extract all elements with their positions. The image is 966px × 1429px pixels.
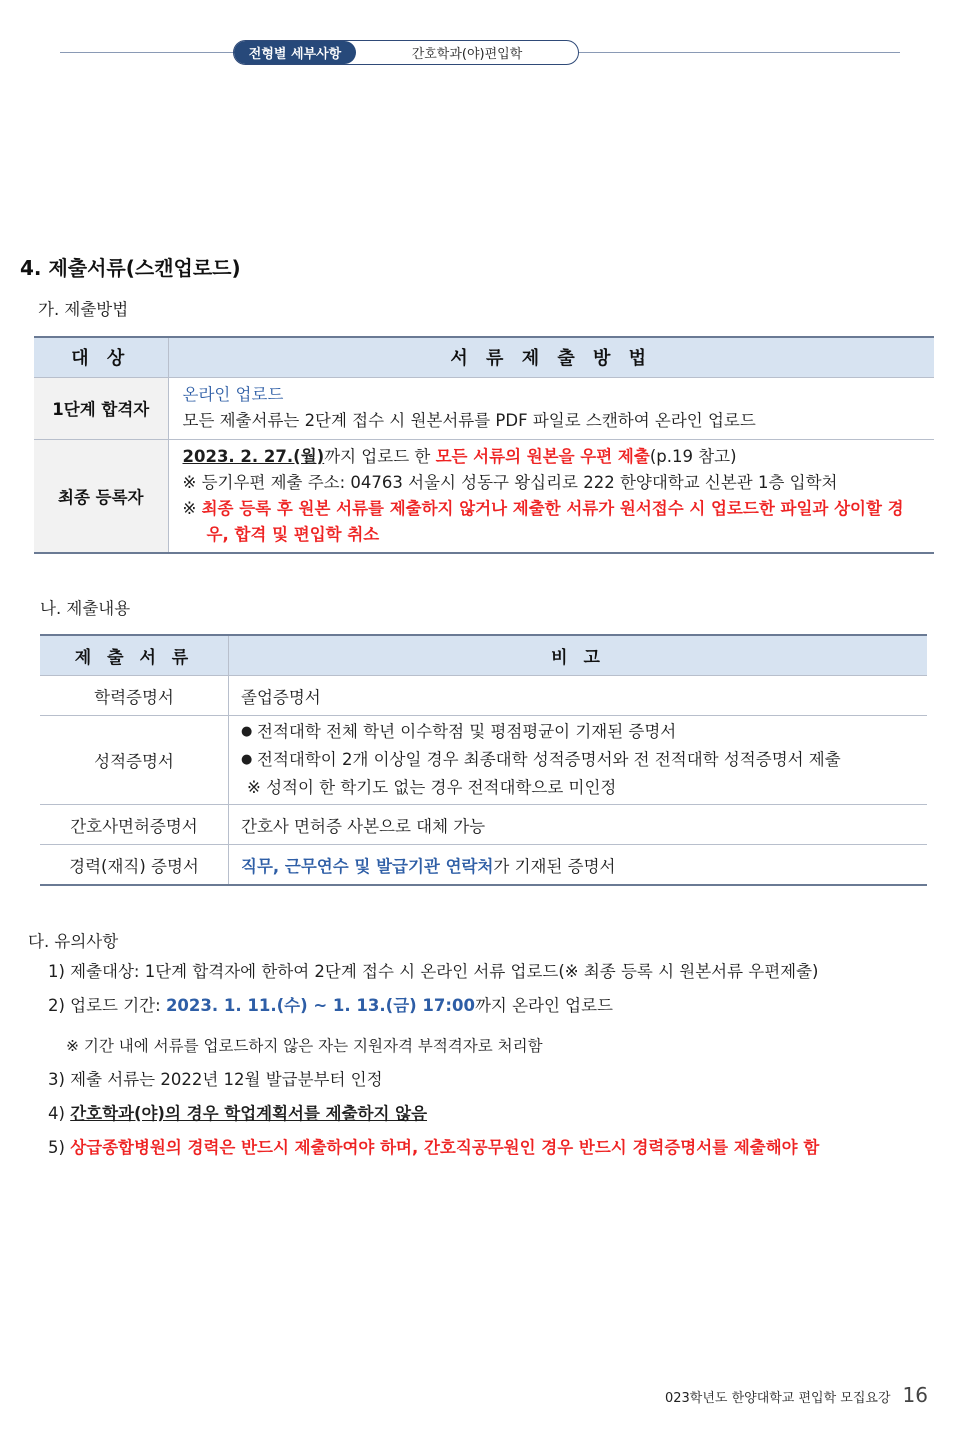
row-label: 최종 등록자 [34, 439, 168, 553]
deadline-date: 2023. 2. 27.(월) [182, 446, 325, 466]
table-row [40, 805, 927, 845]
doc-name: 경력(재직) 증명서 [40, 845, 229, 886]
list-item: 4) 간호학과(야)의 경우 학업계획서를 제출하지 않음 [48, 1104, 428, 1123]
doc-note: 졸업증명서 [229, 676, 928, 716]
online-upload-desc: 모든 제출서류는 2단계 접수 시 원본서류를 PDF 파일로 스캔하여 온라인 업로드 [182, 411, 756, 430]
table-row [40, 716, 927, 805]
table-row [34, 377, 934, 439]
page-number: 16 [902, 1383, 928, 1407]
content-table [40, 634, 927, 886]
doc-name: 성적증명서 [40, 716, 229, 805]
list-item: ● 전적대학 전체 학년 이수학점 및 평점평균이 기재된 증명서 [241, 718, 915, 746]
table-row [34, 439, 934, 553]
header-pill [233, 40, 579, 65]
method-table-header [34, 337, 934, 377]
content-title: 나. 제출내용 [40, 599, 131, 618]
col-doc: 제 출 서 류 [40, 635, 229, 676]
upload-period-note: ※ 기간 내에 서류를 업로드하지 않은 자는 지원자격 부적격자로 처리함 [66, 1037, 543, 1055]
row-body [168, 439, 934, 553]
list-item: ● 전적대학이 2개 이상일 경우 최종대학 성적증명서와 전 전적대학 성적증명서 제출 [241, 746, 915, 774]
header-rule-left [60, 52, 240, 53]
mail-address: ※ 등기우편 제출 주소: 04763 서울시 성동구 왕십리로 222 한양대학교 신본관 1층 입학처 [182, 472, 838, 492]
doc-note [229, 716, 928, 805]
row-label: 1단계 합격자 [34, 377, 168, 439]
page-footer [665, 1383, 928, 1407]
upload-period: 2023. 1. 11.(수) ~ 1. 13.(금) 17:00 [165, 996, 475, 1015]
doc-note: 간호사 면허증 사본으로 대체 가능 [229, 805, 928, 845]
method-title: 가. 제출방법 [38, 300, 129, 319]
col-method: 서 류 제 출 방 법 [168, 337, 934, 377]
bullet-icon: ● [241, 724, 253, 739]
col-target: 대 상 [34, 337, 168, 377]
original-docs-notice: 모든 서류의 원본을 우편 제출 [435, 446, 650, 466]
content-table-header [40, 635, 927, 676]
section-heading: 4. 제출서류(스캔업로드) [20, 256, 241, 280]
row-body [168, 377, 934, 439]
deadline-line: 2023. 2. 27.(월)까지 업로드 한 모든 서류의 원본을 우편 제출(p.19 참고) [182, 446, 737, 466]
list-item: 1) 제출대상: 1단계 합격자에 한하여 2단계 접수 시 온라인 서류 업로드(※ 최종 등록 시 원본서류 우편제출) [48, 962, 819, 981]
grade-note: ※ 성적이 한 학기도 없는 경우 전적대학으로 미인정 [247, 778, 617, 797]
doc-note: 직무, 근무연수 및 발급기관 연락처가 기재된 증명서 [229, 845, 928, 886]
program-name: 간호학과(야)편입학 [411, 47, 523, 62]
method-table [34, 336, 934, 554]
online-upload-label: 온라인 업로드 [182, 385, 284, 404]
footer-text: 023학년도 한양대학교 편입학 모집요강 [664, 1391, 891, 1406]
section-tag: 전형별 세부사항 [234, 41, 356, 64]
bullet-icon: ● [241, 752, 253, 767]
list-item: 5) 상급종합병원의 경력은 반드시 제출하여야 하며, 간호직공무원인 경우 반드시 경력증명서를 제출해야 함 [48, 1138, 820, 1157]
doc-name: 학력증명서 [40, 676, 229, 716]
list-item: 3) 제출 서류는 2022년 12월 발급분부터 인정 [48, 1070, 383, 1089]
doc-name: 간호사면허증명서 [40, 805, 229, 845]
notes-list [48, 958, 819, 1168]
table-row [40, 676, 927, 716]
list-item: 2) 업로드 기간: 2023. 1. 11.(수) ~ 1. 13.(금) 17:00까지 온라인 업로드 [48, 996, 613, 1015]
cancel-warning: ※ 최종 등록 후 원본 서류를 제출하지 않거나 제출한 서류가 원서접수 시 업로드한 파일과 상이할 경우, 합격 및 편입학 취소 [182, 498, 904, 544]
header-rule-right [578, 52, 900, 53]
col-note: 비 고 [229, 635, 928, 676]
notes-title: 다. 유의사항 [28, 932, 119, 951]
table-row [40, 845, 927, 886]
